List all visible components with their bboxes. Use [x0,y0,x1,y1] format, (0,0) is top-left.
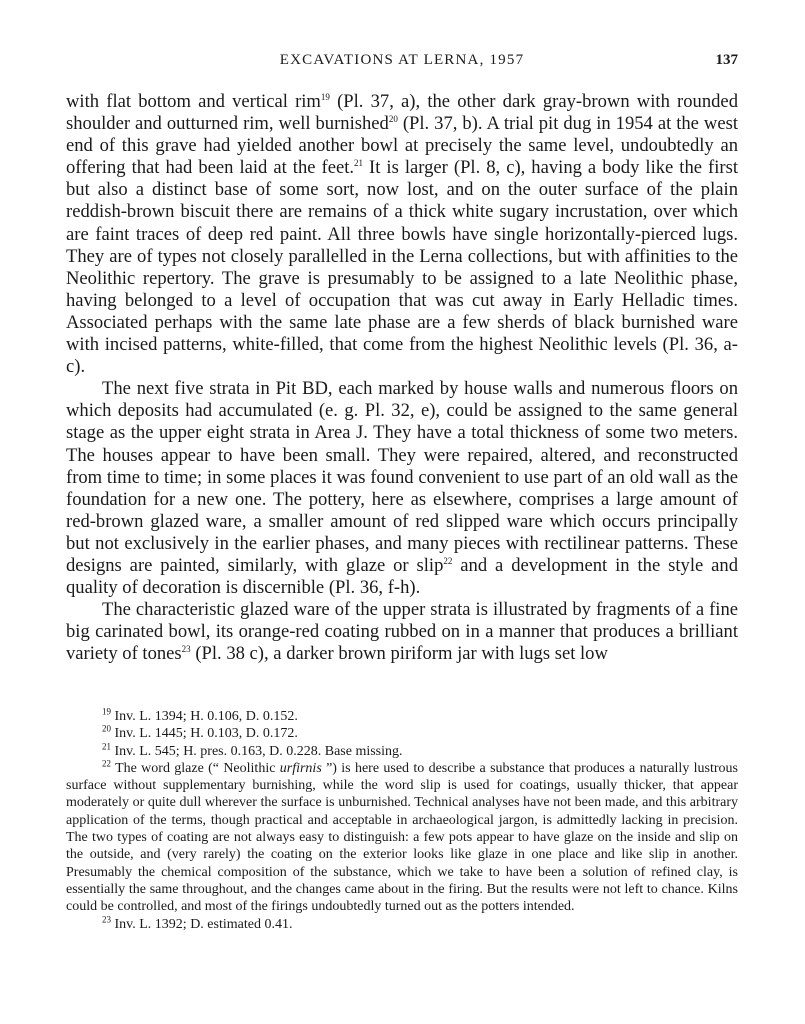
note-reference: 21 [102,740,111,751]
text-run: It is larger (Pl. 8, c), having a body like the first but also a distinct base of some sort, now lost, and on the outer surface of the plain reddish-brown biscuit there are remains of a thick white sugary incrustation, over which are faint traces of deep red paint. All three bowls have single horizontally-pierced lugs. They are of types not closely parallelled in the Lerna collections, but with affinities to the Neolithic repertory. The grave is presumably to be assigned to a late Neolithic phase, having belonged to a level of occupation that was cut away in Early Helladic times. Associated perhaps with the same late phase are a few sherds of black burnished ware with incised patterns, white-filled, that come from the highest Neolithic levels (Pl. 36, a-c). [66,157,738,378]
note-reference: 20 [388,113,398,124]
body-text [66,91,738,665]
text-run: Inv. L. 545; H. pres. 0.163, D. 0.228. Base missing. [111,743,403,759]
text-run: Inv. L. 1445; H. 0.103, D. 0.172. [111,726,298,742]
footnote [66,760,738,916]
note-reference: 22 [443,555,453,566]
note-reference: 19 [102,706,111,717]
note-reference: 20 [102,723,111,734]
note-reference: 23 [102,913,111,924]
text-run: (Pl. 37, a), the other dark gray-brown with rounded shoulder and outturned rim, well burnished [66,91,738,135]
note-reference: 22 [102,758,111,769]
note-reference: 19 [320,91,330,102]
running-head [66,52,738,76]
text-run: with flat bottom and vertical rim [66,91,321,112]
body-paragraph [66,378,738,599]
footnote [66,913,738,933]
text-run: ”) is here used to describe a substance that produces a naturally lustrous surface without supplementary burnishing, while the word slip is used for coatings, usually thicker, that appear moderately or quite dull wherever the surface is unburnished. Technical analyses have not been made, and this arbitrary application of the terms, though practical and acceptable in archaeological jargon, is admittedly lacking in precision. The two types of coating are not always easy to distinguish: a few pots appear to have glaze on the inside and slip on the outside, and (very rarely) the coating on the exterior looks like glaze in one place and like slip in another. Presumably the chemical composition of the substance, which we take to have been a solution of refined clay, is essentially the same throughout, and the changes came about in the firing. But the results were not left to chance. Kilns could be controlled, and most of the firings undoubtedly turned out as the potters intended. [66,760,738,915]
footnote [66,740,738,760]
text-run: The word glaze (“ Neolithic [111,760,280,776]
text-run: (Pl. 38 c), a darker brown piriform jar with lugs set low [190,643,608,665]
text-run: The characteristic glazed ware of the upper strata is illustrated by fragments of a fine big carinated bowl, its orange-red coating rubbed on in a manner that produces a brilliant variety of tones [66,599,738,665]
body-paragraph [66,599,738,665]
text-run: Inv. L. 1394; H. 0.106, D. 0.152. [111,709,298,724]
note-reference: 21 [354,158,364,169]
footnotes [66,708,738,933]
running-title: EXCAVATIONS AT LERNA, 1957 [279,52,525,68]
text-run: The next five strata in Pit BD, each marked by house walls and numerous floors on which deposits had accumulated (e. g. Pl. 32, e), could be assigned to the same general stage as the upper eight strata in Area J. They have a total thickness of some two meters. The houses appear to have been small. They were repaired, altered, and reconstructed from time to time; in some places it was found convenient to use part of an old wall as the foundation for a new one. The pottery, here as elsewhere, comprises a large amount of red-brown glazed ware, a smaller amount of red slipped ware which occurs principally but not exclusively in the earlier phases, and many pieces with rectilinear patterns. These designs are painted, similarly, with glaze or slip [66,378,738,576]
text-run: and a development in the style and quality of decoration is discernible (Pl. 36, f-h). [66,554,738,599]
note-reference: 23 [181,644,191,655]
footnote [66,725,738,742]
text-run: Inv. L. 1392; D. estimated 0.41. [111,916,293,932]
page-number: 137 [715,52,738,68]
italic-term: urfirnis [279,760,322,776]
footnote [66,708,738,725]
text-run: (Pl. 37, b). A trial pit dug in 1954 at the west end of this grave had yielded another bowl at precisely the same level, undoubtedly an offering that had been laid at the feet. [66,113,738,179]
body-paragraph [66,91,738,378]
